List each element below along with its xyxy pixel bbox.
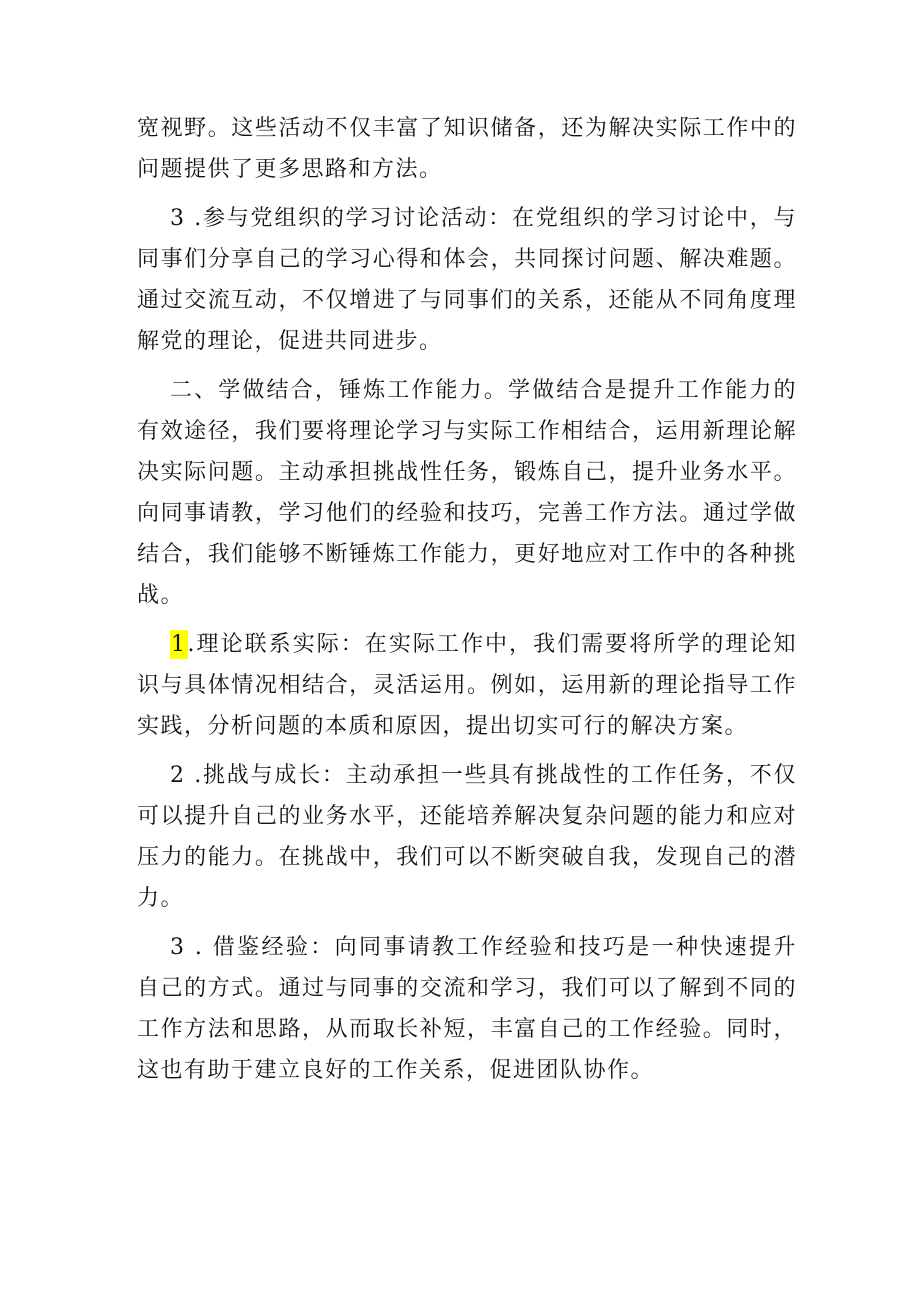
highlighted-number: 1 <box>171 632 187 657</box>
document-body <box>137 108 797 1091</box>
paragraph-section-two: 二、学做结合，锤炼工作能力。学做结合是提升工作能力的有效途径，我们要将理论学习与实际工作相结合，运用新理论解决实际问题。主动承担挑战性任务，锻炼自己，提升业务水平。向同事请教，学习他们的经验和技巧，完善工作方法。通过学做结合，我们能够不断锤炼工作能力，更好地应对工作中的各种挑战。 <box>137 378 797 608</box>
paragraph-item-3-experience: 3 . 借鉴经验：向同事请教工作经验和技巧是一种快速提升自己的方式。通过与同事的交流和学习，我们可以了解到不同的工作方法和思路，从而取长补短，丰富自己的工作经验。同时，这也有助于建立良好的工作关系，促进团队协作。 <box>137 935 797 1083</box>
paragraph-item-1-theory-practice <box>137 624 797 747</box>
paragraph-item-1-text: .理论联系实际：在实际工作中，我们需要将所学的理论知识与具体情况相结合，灵活运用。例如，运用新的理论指导工作实践，分析问题的本质和原因，提出切实可行的解决方案。 <box>137 632 797 739</box>
paragraph-item-2-challenge: 2 .挑战与成长：主动承担一些具有挑战性的工作任务，不仅可以提升自己的业务水平，还能培养解决复杂问题的能力和应对压力的能力。在挑战中，我们可以不断突破自我，发现自己的潜力。 <box>137 763 797 911</box>
paragraph-continued: 宽视野。这些活动不仅丰富了知识储备，还为解决实际工作中的问题提供了更多思路和方法。 <box>137 116 797 182</box>
paragraph-item-3-party-study: 3 .参与党组织的学习讨论活动：在党组织的学习讨论中，与同事们分享自己的学习心得和体会，共同探讨问题、解决难题。通过交流互动，不仅增进了与同事们的关系，还能从不同角度理解党的理论，促进共同进步。 <box>137 206 797 354</box>
